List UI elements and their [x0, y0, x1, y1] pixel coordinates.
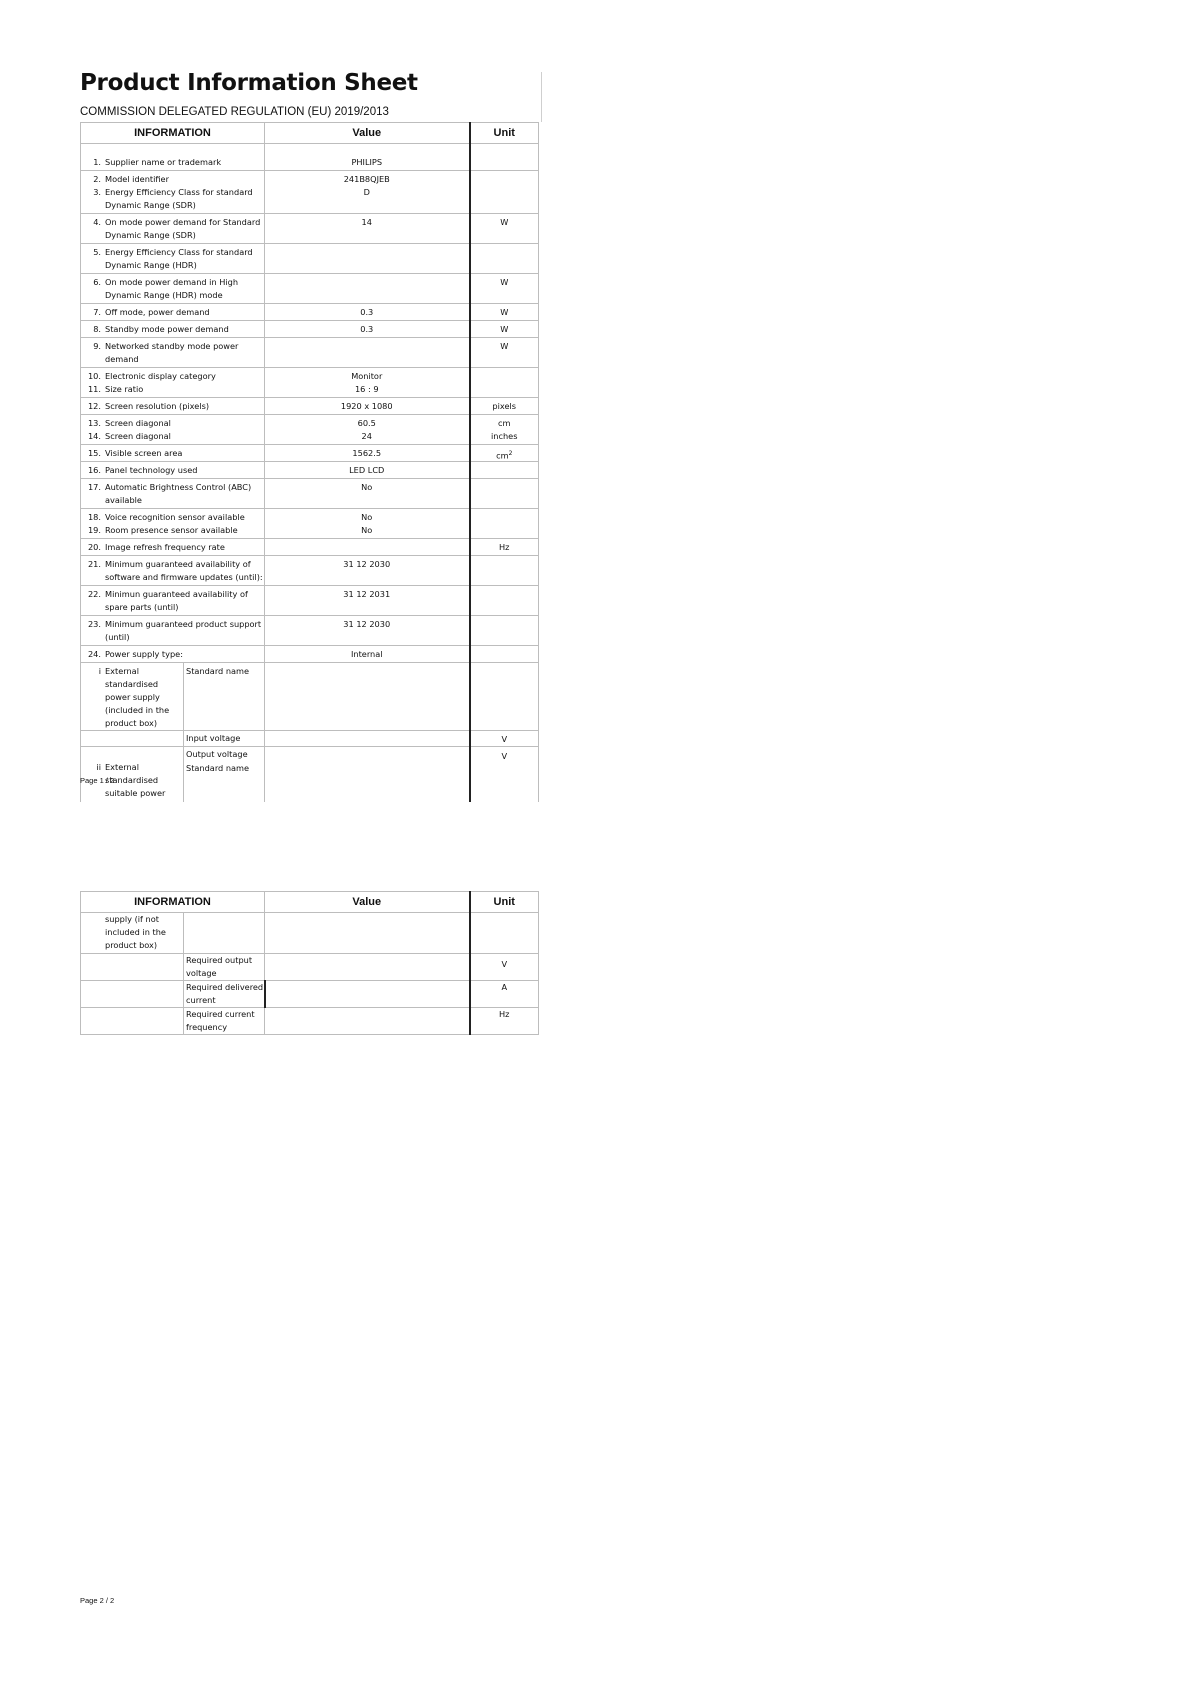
required-output-voltage-label: Required output voltage — [186, 955, 253, 978]
row-number: 22. — [87, 588, 101, 599]
row-value: 60.5 — [357, 417, 376, 428]
row-value: PHILIPS — [351, 156, 383, 167]
row-label: On mode power demand in High Dynamic Range (HDR) mode — [105, 276, 239, 300]
table-row — [81, 615, 539, 645]
row-value: 0.3 — [360, 323, 374, 334]
row-info — [81, 464, 264, 477]
table-row — [81, 320, 539, 337]
regulation-subtitle: COMMISSION DELEGATED REGULATION (EU) 2019/2013 — [80, 106, 389, 118]
row-value: 1562.5 — [352, 447, 382, 458]
input-voltage-label: Input voltage — [186, 732, 241, 743]
row-unit — [471, 306, 539, 319]
row-info — [81, 447, 264, 460]
unit-cell: Hz — [499, 1009, 510, 1019]
row-label: Power supply type: — [105, 648, 183, 659]
row-number: 13. — [87, 417, 101, 428]
unit-text: pixels — [492, 400, 517, 411]
row-value: D — [363, 186, 370, 197]
row-label: Minimun guaranteed availability of spare parts (until) — [105, 588, 248, 612]
row-number: 14. — [87, 430, 101, 441]
psu-ii-label: External standardised suitable power — [105, 761, 166, 798]
header-information: INFORMATION — [81, 892, 265, 913]
header-value: Value — [265, 123, 470, 144]
row-label: Minimum guaranteed availability of software and firmware updates (until): — [105, 558, 263, 582]
row-number: 10. — [87, 370, 101, 381]
row-unit — [471, 511, 539, 524]
row-value: 24 — [361, 430, 372, 441]
row-label: Size ratio — [105, 383, 144, 394]
row-unit — [471, 173, 539, 186]
row-label: Model identifier — [105, 173, 169, 184]
row-value: 1920 x 1080 — [340, 400, 393, 411]
unit-text: cm — [498, 417, 511, 428]
row-label: Networked standby mode power demand — [105, 340, 239, 364]
row-label: Screen resolution (pixels) — [105, 400, 210, 411]
psu-i-number: i — [98, 665, 101, 676]
table-row — [81, 170, 539, 213]
unit-text: Hz — [499, 541, 510, 552]
row-value — [265, 276, 469, 302]
page-footer-2: Page 2 / 2 — [80, 1596, 115, 1605]
row-value: 31 12 2030 — [343, 558, 391, 569]
table-row — [81, 954, 539, 981]
row-info — [81, 558, 264, 584]
row-value: 31 12 2031 — [343, 588, 391, 599]
row-value: 0.3 — [360, 306, 374, 317]
row-value: 14 — [361, 216, 372, 227]
top-divider — [541, 72, 542, 122]
table-row — [81, 730, 539, 746]
table-row — [81, 414, 539, 444]
spacer-row — [81, 144, 539, 154]
row-info — [81, 246, 264, 272]
row-number: 5. — [93, 246, 101, 257]
row-unit — [471, 400, 539, 413]
row-number: 24. — [87, 648, 101, 659]
row-number: 12. — [87, 400, 101, 411]
row-info — [81, 588, 264, 614]
table-row — [81, 662, 539, 730]
table-row — [81, 303, 539, 320]
row-label: Screen diagonal — [105, 417, 171, 428]
header-unit: Unit — [470, 123, 539, 144]
table-row — [81, 981, 539, 1008]
row-info — [81, 370, 264, 383]
row-number: 11. — [87, 383, 101, 394]
row-unit — [471, 186, 539, 212]
row-unit — [471, 524, 539, 537]
row-number: 17. — [87, 481, 101, 492]
unit-text: W — [500, 276, 509, 287]
row-value — [265, 340, 469, 353]
row-unit — [471, 417, 539, 430]
header-unit: Unit — [470, 892, 539, 913]
unit-cell: A — [501, 982, 508, 992]
row-number: 6. — [93, 276, 101, 287]
info-table-page1 — [80, 122, 539, 802]
row-label: Energy Efficiency Class for standard Dynamic Range (SDR) — [105, 186, 253, 210]
unit-text: W — [500, 306, 509, 317]
row-number: 3. — [93, 186, 101, 197]
row-unit — [471, 323, 539, 336]
table-row — [81, 913, 539, 954]
row-label: Electronic display category — [105, 370, 216, 381]
row-unit — [471, 588, 539, 614]
row-unit — [471, 370, 539, 383]
row-value — [265, 541, 469, 554]
row-unit — [471, 648, 539, 661]
row-info — [81, 430, 264, 443]
row-number: 8. — [93, 323, 101, 334]
table-row — [81, 213, 539, 243]
row-unit — [471, 447, 539, 460]
row-value: Monitor — [351, 370, 383, 381]
table-row — [81, 397, 539, 414]
row-unit — [471, 464, 539, 477]
row-unit — [471, 618, 539, 644]
row-label: Automatic Brightness Control (ABC) available — [105, 481, 252, 505]
row-info — [81, 541, 264, 554]
header-information: INFORMATION — [81, 123, 265, 144]
row-number: 9. — [93, 340, 101, 351]
table-row — [81, 273, 539, 303]
row-value: 31 12 2030 — [343, 618, 391, 629]
row-label: Image refresh frequency rate — [105, 541, 225, 552]
row-label: Screen diagonal — [105, 430, 171, 441]
row-label: Off mode, power demand — [105, 306, 210, 317]
row-number: 4. — [93, 216, 101, 227]
row-info — [81, 524, 264, 537]
table-row — [81, 585, 539, 615]
row-number: 2. — [93, 173, 101, 184]
required-delivered-current-label: Required delivered current — [186, 982, 264, 1005]
table-row — [81, 1008, 539, 1035]
row-unit — [471, 430, 539, 443]
row-info — [81, 383, 264, 396]
row-label: Panel technology used — [105, 464, 198, 475]
row-unit — [471, 481, 539, 507]
table-row — [81, 508, 539, 538]
standard-name-label: Standard name — [186, 762, 250, 773]
row-info — [81, 173, 264, 186]
page-title: Product Information Sheet — [80, 70, 418, 96]
header-value: Value — [265, 892, 470, 913]
row-info — [81, 156, 264, 169]
row-number: 23. — [87, 618, 101, 629]
row-info — [81, 216, 264, 242]
row-value: Internal — [350, 648, 383, 659]
row-number: 20. — [87, 541, 101, 552]
row-unit — [471, 276, 539, 302]
row-value: No — [361, 524, 373, 535]
standard-name-label: Standard name — [186, 665, 250, 676]
row-value: LED LCD — [349, 464, 385, 475]
row-label: Minimum guaranteed product support (until) — [105, 618, 262, 642]
row-label: Voice recognition sensor available — [105, 511, 245, 522]
psu-i-label: External standardised power supply (included in the product box) — [105, 665, 170, 728]
unit-text: inches — [491, 430, 518, 441]
output-voltage-label: Output voltage — [186, 748, 248, 759]
row-label: Energy Efficiency Class for standard Dynamic Range (HDR) — [105, 246, 253, 270]
table-row — [81, 538, 539, 555]
row-info — [81, 186, 264, 212]
table-row — [81, 461, 539, 478]
row-label: Visible screen area — [105, 447, 183, 458]
row-unit — [471, 246, 539, 272]
unit-text: W — [500, 323, 509, 334]
required-current-frequency-label: Required current frequency — [186, 1009, 255, 1032]
unit-cell: V — [501, 959, 508, 969]
table-row — [81, 746, 539, 802]
row-unit — [471, 558, 539, 584]
table-row — [81, 367, 539, 397]
row-info — [81, 481, 264, 507]
table-row — [81, 444, 539, 461]
row-value: 241B8QJEB — [343, 173, 390, 184]
row-number: 15. — [87, 447, 101, 458]
row-info — [81, 323, 264, 336]
psu-ii-number: ii — [96, 761, 101, 772]
unit-text: W — [500, 340, 509, 351]
row-label: On mode power demand for Standard Dynamic Range (SDR) — [105, 216, 261, 240]
row-value: No — [361, 511, 373, 522]
row-value: No — [361, 481, 373, 492]
table-row — [81, 154, 539, 171]
unit-text: cm — [496, 450, 509, 461]
unit-superscript: 2 — [508, 449, 513, 457]
row-info — [81, 648, 264, 661]
table-row — [81, 555, 539, 585]
row-info — [81, 306, 264, 319]
row-info — [81, 618, 264, 644]
row-label: Supplier name or trademark — [105, 156, 222, 167]
row-value: 16 : 9 — [354, 383, 379, 394]
row-unit — [471, 216, 539, 242]
row-info — [81, 511, 264, 524]
row-label: Room presence sensor available — [105, 524, 238, 535]
row-info — [81, 340, 264, 366]
row-number: 18. — [87, 511, 101, 522]
row-info — [81, 276, 264, 302]
psu-ii-label-cont: supply (if not included in the product box) — [105, 914, 166, 950]
table-header — [81, 123, 539, 144]
row-value — [265, 246, 469, 272]
unit-text: W — [500, 216, 509, 227]
page-footer-1: Page 1 / 2 — [80, 776, 115, 785]
table-row — [81, 337, 539, 367]
table-row — [81, 645, 539, 662]
info-table-page2 — [80, 891, 539, 1035]
row-label: Standby mode power demand — [105, 323, 229, 334]
table-row — [81, 243, 539, 273]
unit-cell: V — [501, 733, 508, 744]
row-unit — [471, 541, 539, 554]
table-header — [81, 892, 539, 913]
row-info — [81, 400, 264, 413]
row-number: 21. — [87, 558, 101, 569]
table-row — [81, 478, 539, 508]
row-unit — [471, 156, 539, 169]
unit-cell: V — [501, 750, 508, 761]
row-number: 19. — [87, 524, 101, 535]
row-number: 7. — [93, 306, 101, 317]
row-unit — [471, 340, 539, 353]
row-info — [81, 417, 264, 430]
row-number: 1. — [93, 156, 101, 167]
row-number: 16. — [87, 464, 101, 475]
row-unit — [471, 383, 539, 396]
